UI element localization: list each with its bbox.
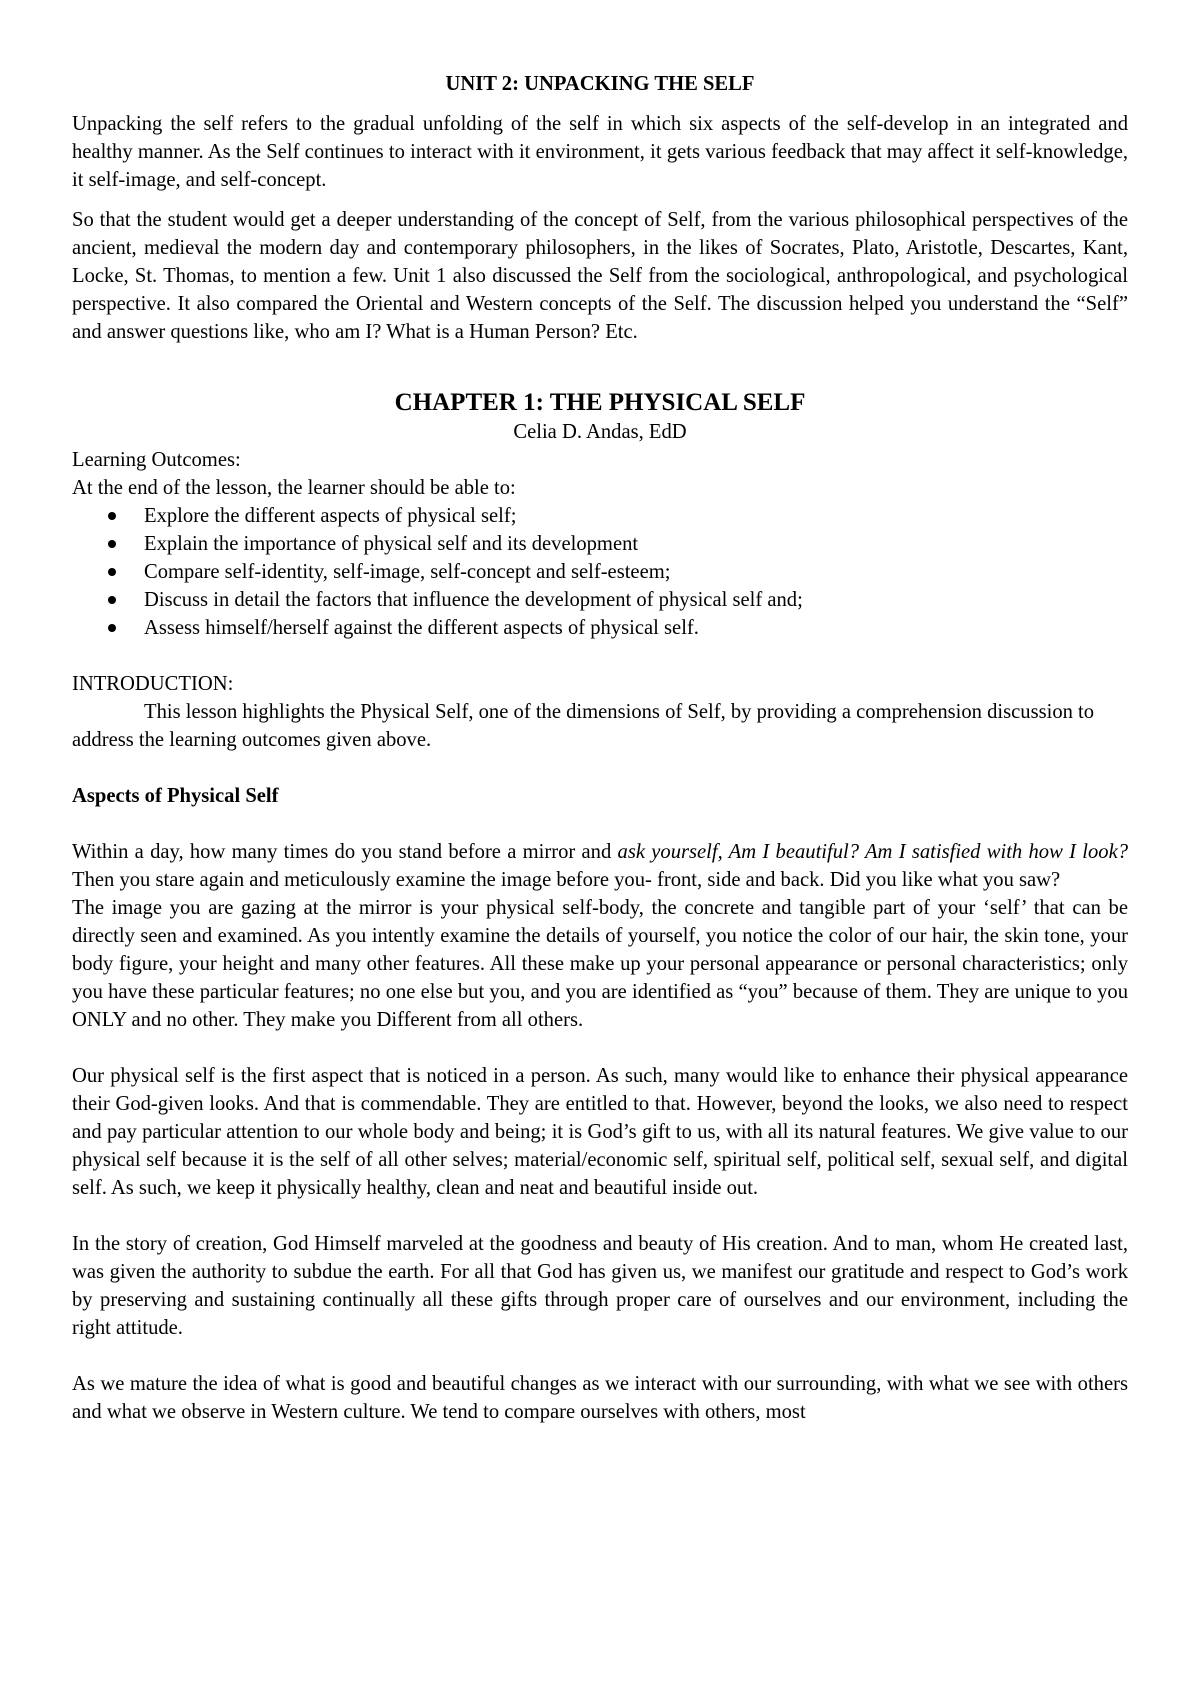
aspects-paragraph-1 (72, 838, 1128, 894)
learning-outcomes-lead: At the end of the lesson, the learner should be able to: (72, 477, 516, 499)
spacer (72, 810, 1128, 838)
aspects-paragraph-5: As we mature the idea of what is good and beautiful changes as we interact with our surrounding, with what we see with others and what we observe in Western culture. We tend to compare ourselves with others, most (72, 1373, 1128, 1423)
introduction-text: This lesson highlights the Physical Self, one of the dimensions of Self, by providing a comprehension discussion to address the learning outcomes given above. (72, 701, 1095, 751)
learning-outcomes-label: Learning Outcomes: (72, 449, 241, 471)
introduction-label: INTRODUCTION: (72, 673, 234, 695)
chapter-title: CHAPTER 1: THE PHYSICAL SELF (394, 389, 806, 416)
spacer (72, 754, 1128, 782)
aspects-paragraph-2: The image you are gazing at the mirror is your physical self-body, the concrete and tangible part of your ‘self’ that can be directly seen and examined. As you intently examine the details of yourself, you notice the color of our hair, the skin tone, your body figure, your height and many other features. All these make up your personal appearance or personal characteristics; only you have these particular features; no one else but you, and you are identified as “you” because of them. They are unique to you ONLY and no other. They make you Different from all others. (72, 897, 1128, 1031)
aspects-p1-end: Then you stare again and meticulously examine the image before you- front, side and back. Did you like what you saw? (72, 869, 1061, 891)
unit-paragraph-2: So that the student would get a deeper understanding of the concept of Self, from the various philosophical perspectives of the ancient, medieval the modern day and contemporary philosophers, in the likes of Socrates, Plato, Aristotle, Descartes, Kant, Locke, St. Thomas, to mention a few. Unit 1 also discussed the Self from the sociological, anthropological, and psychological perspective. It also compared the Oriental and Western concepts of the Self. The discussion helped you understand the “Self” and answer questions like, who am I? What is a Human Person? Etc. (72, 209, 1128, 343)
aspects-p1-start: Within a day, how many times do you stand before a mirror and (72, 841, 618, 863)
unit-paragraph-1: Unpacking the self refers to the gradual unfolding of the self in which six aspects of the self-develop in an integrated and healthy manner. As the Self continues to interact with it environment, it gets various feedback that may affect it self-knowledge, it self-image, and self-concept. (72, 113, 1128, 191)
list-item: Compare self-identity, self-image, self-concept and self-esteem; (72, 558, 1128, 586)
spacer (72, 1202, 1128, 1230)
list-item: Explain the importance of physical self and its development (72, 530, 1128, 558)
list-item: Explore the different aspects of physical self; (72, 502, 1128, 530)
list-item: Discuss in detail the factors that influence the development of physical self and; (72, 586, 1128, 614)
list-item: Assess himself/herself against the different aspects of physical self. (72, 614, 1128, 642)
chapter-author: Celia D. Andas, EdD (513, 421, 687, 443)
unit-title: UNIT 2: UNPACKING THE SELF (445, 73, 755, 95)
document-page (72, 70, 1128, 1426)
spacer (72, 642, 1128, 670)
aspects-p1-italic: ask yourself, Am I beautiful? Am I satisfied with how I look? (617, 841, 1129, 863)
spacer (72, 1342, 1128, 1370)
learning-outcomes-list (72, 502, 1128, 642)
spacer (72, 346, 1128, 388)
section-heading: Aspects of Physical Self (72, 785, 279, 807)
spacer (72, 1034, 1128, 1062)
aspects-paragraph-3: Our physical self is the first aspect that is noticed in a person. As such, many would like to enhance their physical appearance their God-given looks. And that is commendable. They are entitled to that. However, beyond the looks, we also need to respect and pay particular attention to our whole body and being; it is God’s gift to us, with all its natural features. We give value to our physical self because it is the self of all other selves; material/economic self, spiritual self, political self, sexual self, and digital self. As such, we keep it physically healthy, clean and neat and beautiful inside out. (72, 1065, 1128, 1199)
aspects-paragraph-4: In the story of creation, God Himself marveled at the goodness and beauty of His creation. And to man, whom He created last, was given the authority to subdue the earth. For all that God has given us, we manifest our gratitude and respect to God’s work by preserving and sustaining continually all these gifts through proper care of ourselves and our environment, including the right attitude. (72, 1233, 1128, 1339)
